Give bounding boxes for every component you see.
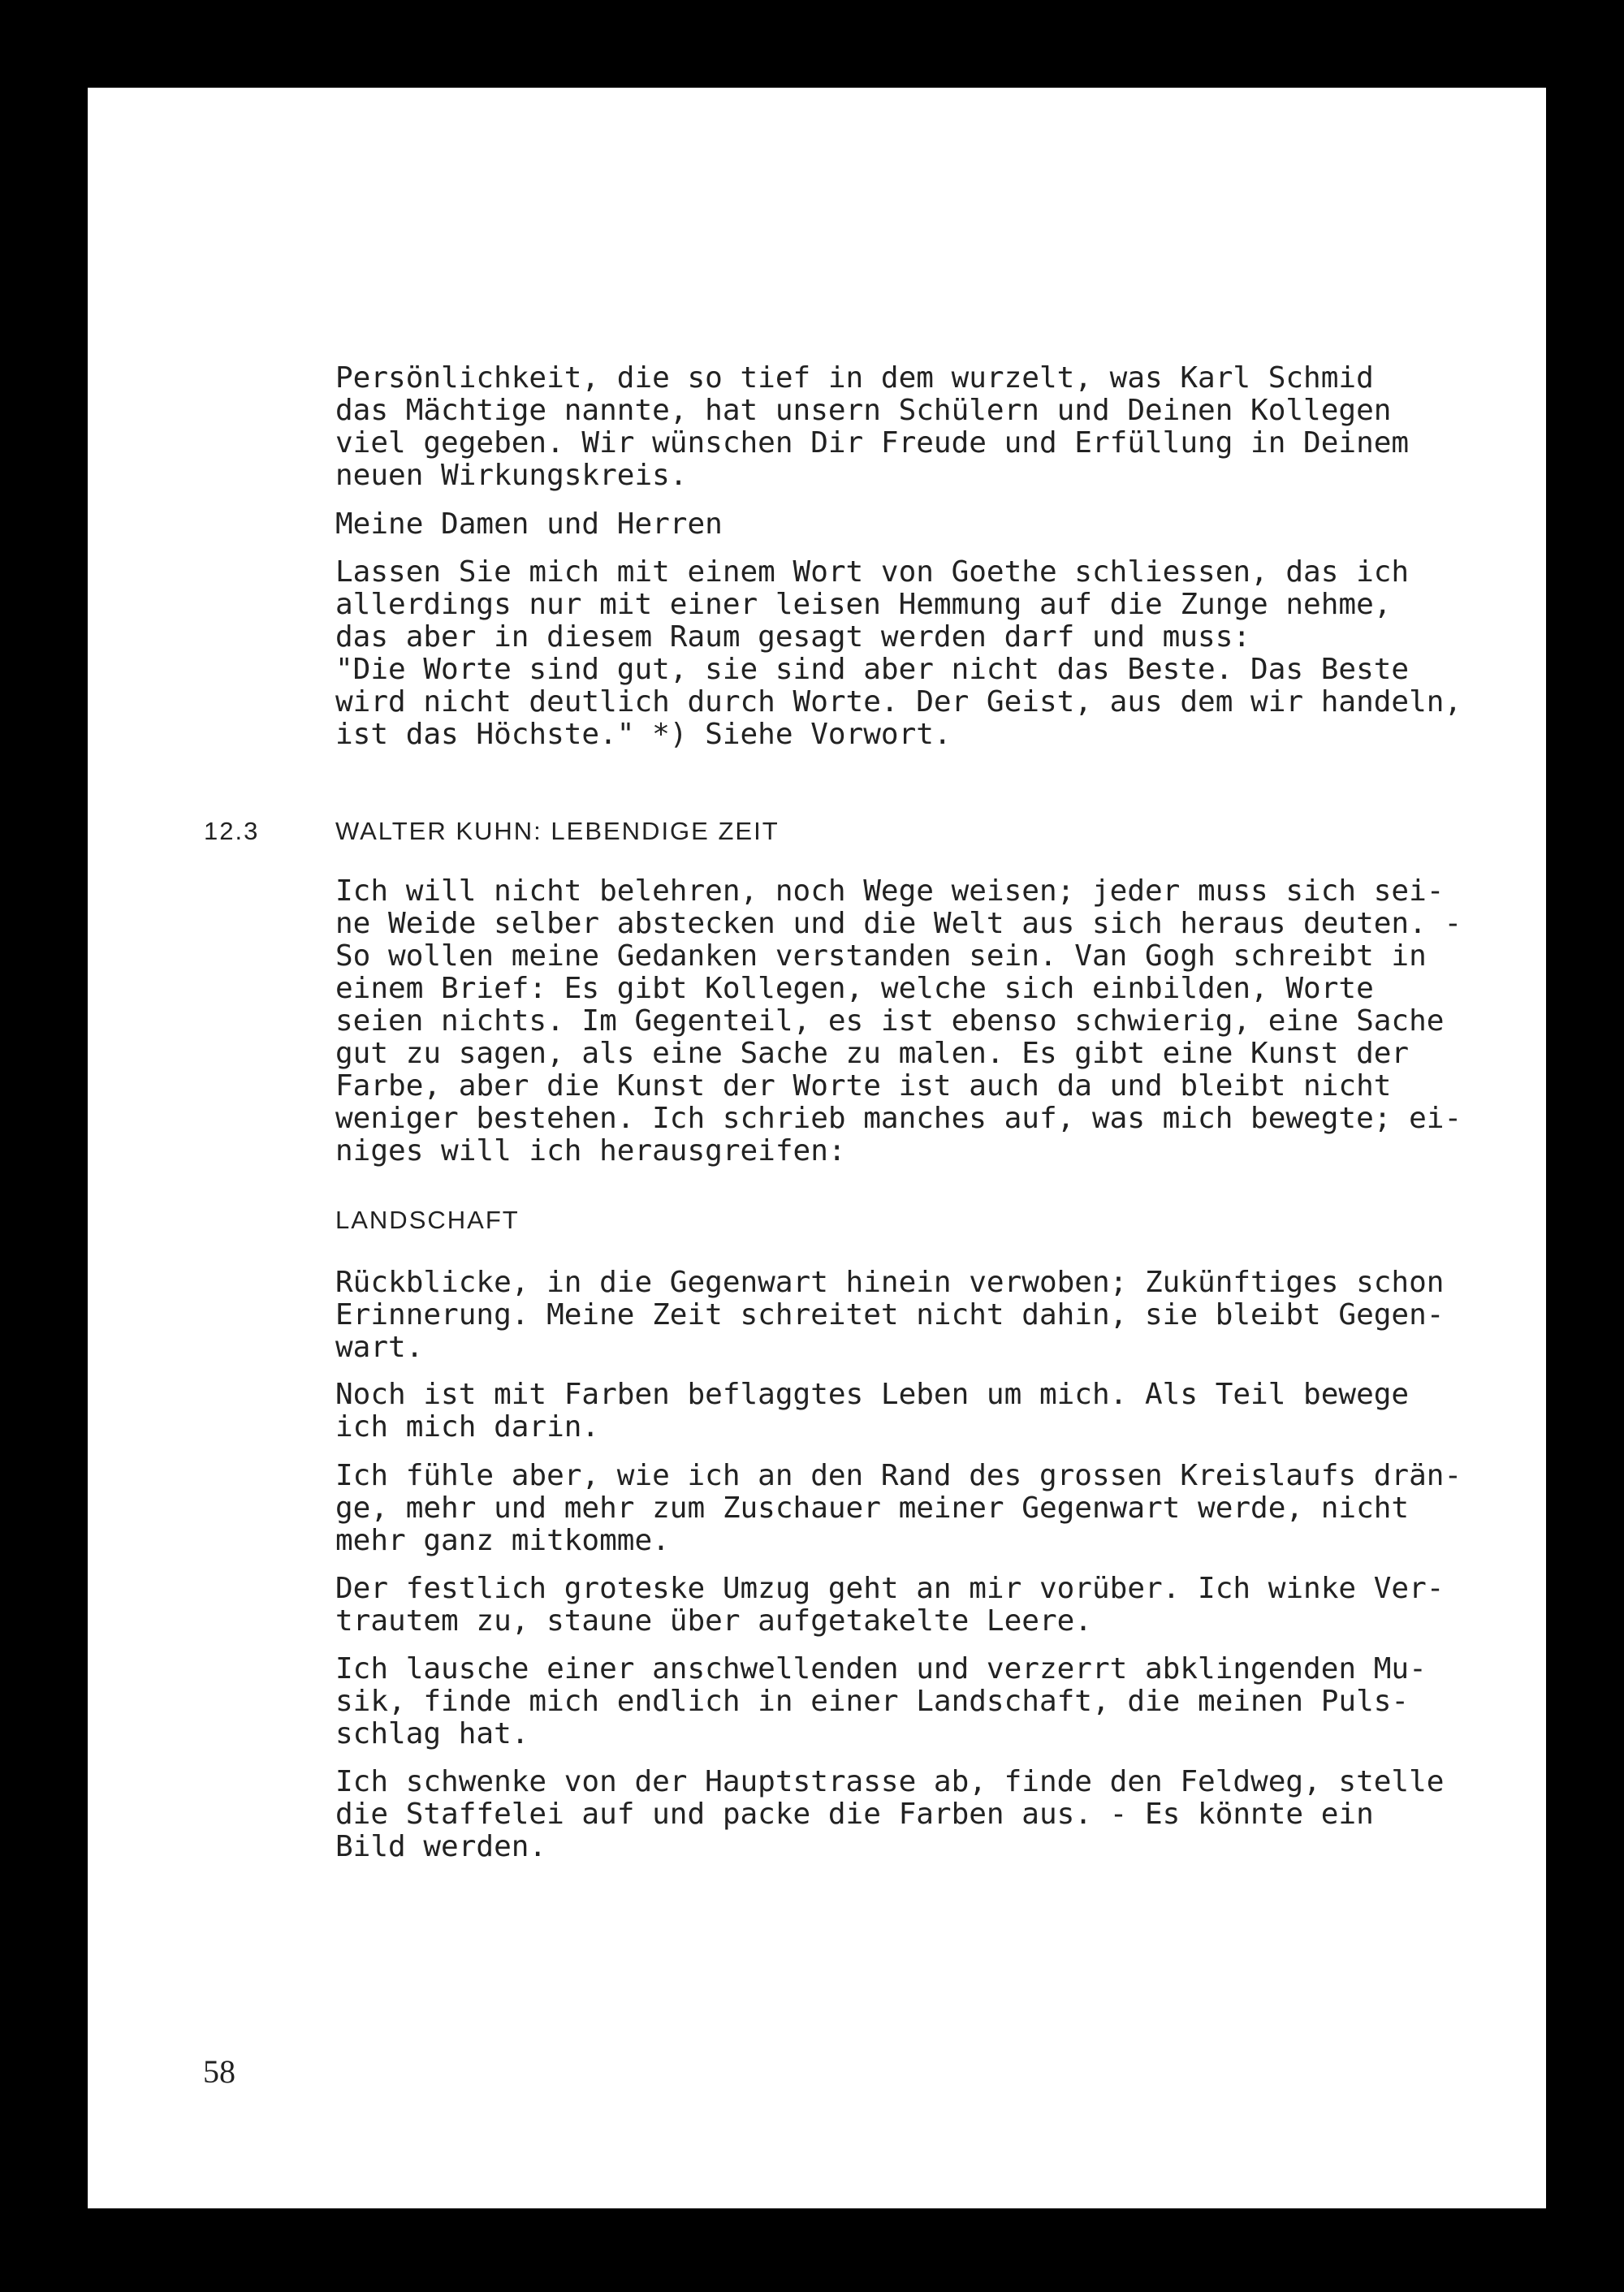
- subheading-landschaft: LANDSCHAFT: [335, 1206, 520, 1234]
- text-line: ich mich darin.: [335, 1410, 600, 1444]
- text-line: So wollen meine Gedanken verstanden sein. Van Gogh schreibt in: [335, 939, 1427, 973]
- text-line: ne Weide selber abstecken und die Welt aus sich heraus deuten. -: [335, 907, 1462, 940]
- text-line: Farbe, aber die Kunst der Worte ist auch da und bleibt nicht: [335, 1069, 1392, 1103]
- text-line: Ich schwenke von der Hauptstrasse ab, finde den Feldweg, stelle: [335, 1765, 1445, 1798]
- text-line: Erinnerung. Meine Zeit schreitet nicht dahin, sie bleibt Gegen-: [335, 1298, 1445, 1332]
- text-line: Noch ist mit Farben beflaggtes Leben um mich. Als Teil bewege: [335, 1378, 1410, 1411]
- text-line: seien nichts. Im Gegenteil, es ist ebenso schwierig, eine Sache: [335, 1004, 1445, 1038]
- text-line: "Die Worte sind gut, sie sind aber nicht das Beste. Das Beste: [335, 653, 1410, 686]
- text-line: trautem zu, staune über aufgetakelte Leere.: [335, 1604, 1092, 1638]
- text-line: ge, mehr und mehr zum Zuschauer meiner Gegenwart werde, nicht: [335, 1491, 1410, 1525]
- document-page: [88, 88, 1546, 2208]
- text-line: mehr ganz mitkomme.: [335, 1524, 670, 1557]
- section-title: WALTER KUHN: LEBENDIGE ZEIT: [335, 817, 780, 845]
- text-line: gut zu sagen, als eine Sache zu malen. Es gibt eine Kunst der: [335, 1037, 1410, 1070]
- text-line: Ich will nicht belehren, noch Wege weisen; jeder muss sich sei-: [335, 874, 1445, 908]
- text-line: ist das Höchste." *) Siehe Vorwort.: [335, 718, 952, 751]
- text-line: viel gegeben. Wir wünschen Dir Freude und Erfüllung in Deinem: [335, 426, 1410, 460]
- text-line: Persönlichkeit, die so tief in dem wurzelt, was Karl Schmid: [335, 361, 1374, 395]
- text-line: sik, finde mich endlich in einer Landschaft, die meinen Puls-: [335, 1685, 1410, 1718]
- text-line: wird nicht deutlich durch Worte. Der Geist, aus dem wir handeln,: [335, 685, 1462, 719]
- text-line: das aber in diesem Raum gesagt werden darf und muss:: [335, 620, 1251, 654]
- text-line: weniger bestehen. Ich schrieb manches auf, was mich bewegte; ei-: [335, 1102, 1462, 1135]
- text-line: Lassen Sie mich mit einem Wort von Goethe schliessen, das ich: [335, 555, 1410, 589]
- text-line: Ich fühle aber, wie ich an den Rand des grossen Kreislaufs drän-: [335, 1459, 1462, 1492]
- section-number: 12.3: [204, 817, 260, 845]
- text-line: Der festlich groteske Umzug geht an mir vorüber. Ich winke Ver-: [335, 1572, 1445, 1605]
- text-line: die Staffelei auf und packe die Farben aus. - Es könnte ein: [335, 1798, 1374, 1831]
- text-line: schlag hat.: [335, 1717, 529, 1750]
- text-line: Bild werden.: [335, 1830, 547, 1863]
- text-line: allerdings nur mit einer leisen Hemmung auf die Zunge nehme,: [335, 588, 1392, 621]
- text-line: Ich lausche einer anschwellenden und verzerrt abklingenden Mu-: [335, 1652, 1427, 1686]
- text-line: Rückblicke, in die Gegenwart hinein verwoben; Zukünftiges schon: [335, 1266, 1445, 1299]
- text-line: Meine Damen und Herren: [335, 507, 723, 541]
- text-line: niges will ich herausgreifen:: [335, 1134, 846, 1168]
- text-line: wart.: [335, 1331, 424, 1364]
- page-number: 58: [203, 2053, 235, 2090]
- text-line: einem Brief: Es gibt Kollegen, welche sich einbilden, Worte: [335, 972, 1374, 1005]
- text-line: das Mächtige nannte, hat unsern Schülern und Deinen Kollegen: [335, 394, 1392, 427]
- text-line: neuen Wirkungskreis.: [335, 459, 688, 492]
